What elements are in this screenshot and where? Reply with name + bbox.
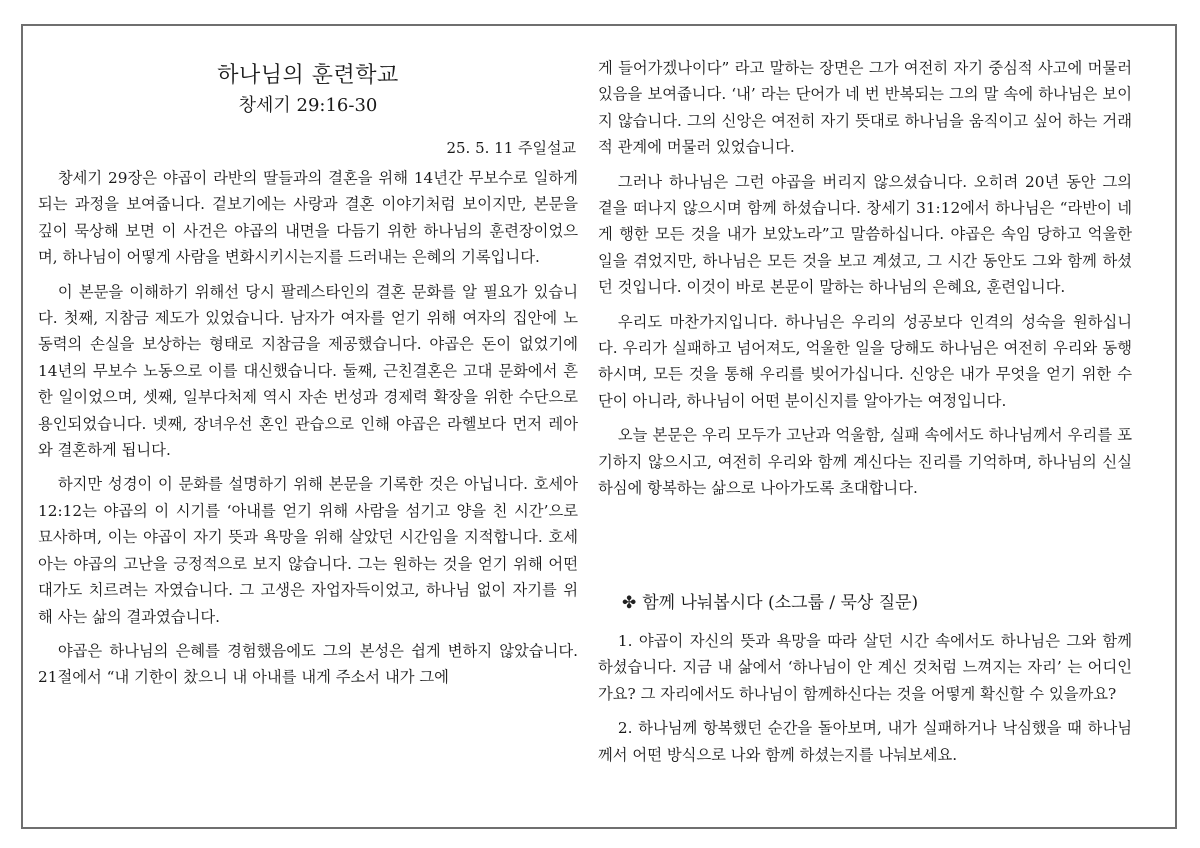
left-body [38, 165, 578, 699]
sermon-date: 25. 5. 11 주일설교 [446, 139, 576, 157]
body-paragraph: 우리도 마찬가지입니다. 하나님은 우리의 성공보다 인격의 성숙을 원하십니다. 우리가 실패하고 넘어져도, 억울한 일을 당해도 하나님은 여전히 우리와 동행하시며, 모든 것을 통해 우리를 빚어가십니다. 신앙은 내가 무엇을 얻기 위한 수단이 아니라, 하나님이 어떤 분이신지를 알아가는 여정입니다. [598, 312, 1132, 410]
body-paragraph: 오늘 본문은 우리 모두가 고난과 억울함, 실패 속에서도 하나님께서 우리를 포기하지 않으시고, 여전히 우리와 함께 계신다는 진리를 기억하며, 하나님의 신실하심에 항복하는 삶으로 나아가도록 초대합니다. [598, 426, 1132, 498]
body-paragraph: 하지만 성경이 이 문화를 설명하기 위해 본문을 기록한 것은 아닙니다. 호세아 12:12는 야곱의 이 시기를 ‘아내를 얻기 위해 사람을 섬기고 양을 친 시간’으로 묘사하며, 이는 야곱이 자기 뜻과 욕망을 위해 살았던 시간임을 지적합니다. 호세아는 야곱의 고난을 긍정적으로 보지 않습니다. 그는 원하는 것을 얻기 위해 어떤 대가도 치르려는 자였습니다. 그 고생은 자업자득이었고, 하나님 없이 자기를 위해 사는 삶의 결과였습니다. [38, 475, 578, 626]
question-item: 1. 야곱이 자신의 뜻과 욕망을 따라 살던 시간 속에서도 하나님은 그와 함께 하셨습니다. 지금 내 삶에서 ‘하나님이 안 계신 것처럼 느껴지는 자리’ 는 어디인가요? 그 자리에서도 하나님이 함께하신다는 것을 어떻게 확신할 수 있을까요? [598, 632, 1133, 703]
share-heading [622, 591, 918, 615]
share-heading-text: 함께 나눠봅시다 (소그룹 / 묵상 질문) [642, 593, 919, 613]
body-paragraph: 그러나 하나님은 그런 야곱을 버리지 않으셨습니다. 오히려 20년 동안 그의 곁을 떠나지 않으시며 함께 하셨습니다. 창세기 31:12에서 하나님은 “라반이 네게 행한 모든 것을 내가 보았노라”고 말씀하십니다. 야곱은 속임 당하고 억울한 일을 겪었지만, 하나님은 모든 것을 보고 계셨고, 그 시간 동안도 그와 함께 하셨던 것입니다. 이것이 바로 본문이 말하는 하나님의 은혜요, 훈련입니다. [598, 172, 1133, 297]
sermon-title: 하나님의 훈련학교 [217, 63, 399, 88]
body-paragraph: 야곱은 하나님의 은혜를 경험했음에도 그의 본성은 쉽게 변하지 않았습니다. 21절에서 “내 기한이 찼으니 내 아내를 내게 주소서 내가 그에 [38, 641, 578, 687]
question-item: 2. 하나님께 항복했던 순간을 돌아보며, 내가 실패하거나 낙심했을 때 하나님께서 어떤 방식으로 나와 함께 하셨는지를 나눠보세요. [598, 719, 1132, 764]
body-paragraph: 이 본문을 이해하기 위해선 당시 팔레스타인의 결혼 문화를 알 필요가 있습니다. 첫째, 지참금 제도가 있었습니다. 남자가 여자를 얻기 위해 여자의 집안에 노동력의 손실을 보상하는 형태로 지참금을 제공했습니다. 야곱은 돈이 없었기에 14년의 무보수 노동으로 이를 대신했습니다. 둘째, 근친결혼은 고대 문화에서 흔한 일이었으며, 셋째, 일부다처제 역시 자손 번성과 경제력 확장을 위한 수단으로 용인되었습니다. 넷째, 장녀우선 혼인 관습으로 인해 야곱은 라헬보다 먼저 레아와 결혼하게 됩니다. [38, 282, 578, 460]
clover-bullet-icon: ✤ [622, 593, 637, 613]
body-paragraph: 창세기 29장은 야곱이 라반의 딸들과의 결혼을 위해 14년간 무보수로 일하게 되는 과정을 보여줍니다. 겉보기에는 사랑과 결혼 이야기처럼 보이지만, 본문을 깊이 묵상해 보면 이 사건은 야곱의 내면을 다듬기 위한 하나님의 훈련장이었으며, 하나님이 어떻게 사람을 변화시키시는지를 드러내는 은혜의 기록입니다. [38, 169, 578, 267]
question-list [598, 628, 1132, 776]
right-body [598, 55, 1132, 510]
scripture-reference: 창세기 29:16-30 [238, 95, 378, 116]
body-paragraph: 게 들어가겠나이다” 라고 말하는 장면은 그가 여전히 자기 중심적 사고에 머물러 있음을 보여줍니다. ‘내’ 라는 단어가 네 번 반복되는 그의 말 속에 하나님은 보이지 않습니다. 그의 신앙은 여전히 자기 뜻대로 하나님을 움직이고 싶어 하는 거래적 관계에 머물러 있었습니다. [598, 59, 1132, 157]
